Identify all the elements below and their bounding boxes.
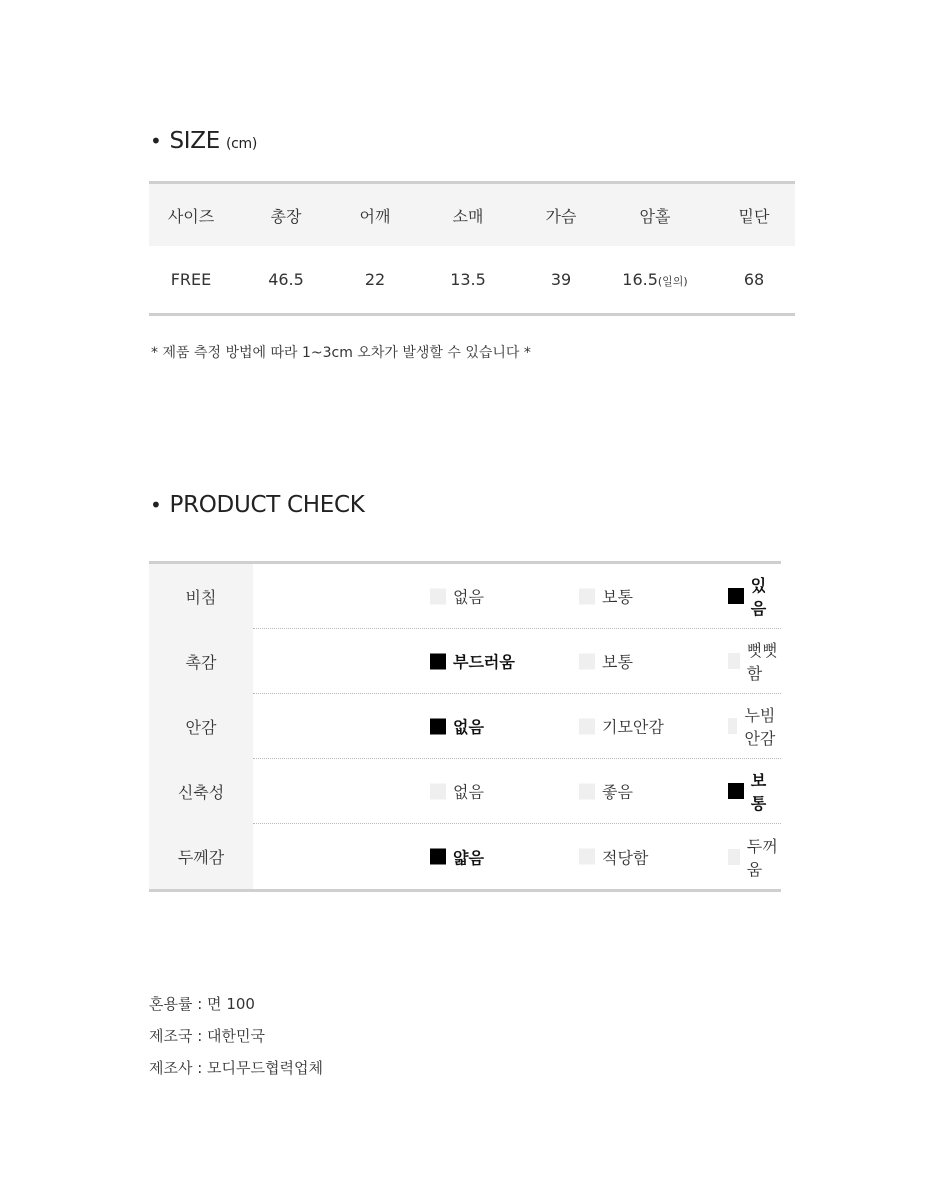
maker-info: 제조사 : 모디무드협력업체 [149,1059,323,1077]
check-option-label: 보통 [602,587,633,607]
check-row-options [253,629,781,694]
size-title-text: SIZE [169,128,220,154]
check-option-label: 없음 [453,782,484,802]
size-header-cell: 밑단 [738,206,770,226]
check-row-options [253,759,781,824]
size-value-cell: 22 [364,270,386,289]
size-value-row [149,246,795,313]
checked-box-icon [728,783,744,799]
check-option-label: 있음 [750,576,767,618]
check-row-options [253,564,781,629]
check-option [728,834,781,880]
check-row [149,759,781,824]
checked-box-icon [430,849,446,865]
check-row [149,824,781,889]
unchecked-box-icon [728,718,737,734]
size-header-cell: 가슴 [545,206,577,226]
checked-box-icon [430,653,446,669]
bullet-icon: • [150,493,162,517]
check-row [149,694,781,759]
size-measurement-note: * 제품 측정 방법에 따라 1~3cm 오차가 발생할 수 있습니다 * [151,345,531,361]
unchecked-box-icon [430,783,446,799]
check-option [728,768,781,814]
size-value-cell-armhole [597,270,713,289]
check-option-label: 적당함 [602,848,649,867]
unchecked-box-icon [728,849,740,865]
product-check-table [149,561,781,892]
check-option [430,585,484,608]
size-value-cell: 68 [743,270,765,289]
check-option [430,715,484,738]
check-row-options [253,694,781,759]
unchecked-box-icon [430,588,446,604]
check-option [430,650,515,673]
unchecked-box-icon [728,653,740,669]
size-header-cell: 암홀 [639,206,671,226]
check-option-label: 얇음 [453,848,484,867]
size-header-cell: 어깨 [359,206,391,226]
check-row [149,629,781,694]
check-row-label: 신축성 [149,759,253,824]
check-option [728,573,781,619]
check-option-label: 두꺼움 [746,836,778,879]
check-row-label: 비침 [149,564,253,629]
unchecked-box-icon [579,653,595,669]
check-option [579,585,633,608]
checked-box-icon [728,588,744,604]
check-option-label: 뻣뻣함 [746,641,778,683]
check-option-label: 기모안감 [602,717,664,737]
size-header-cell: 총장 [270,206,302,226]
check-option [579,780,633,803]
bullet-icon: • [150,129,162,153]
check-option [579,650,633,673]
origin-info: 제조국 : 대한민국 [149,1027,266,1045]
unchecked-box-icon [579,849,595,865]
product-check-title-text: PRODUCT CHECK [169,492,365,518]
checked-box-icon [430,718,446,734]
check-option [728,703,781,749]
check-row [149,564,781,629]
unchecked-box-icon [579,588,595,604]
size-value-cell: 46.5 [268,270,304,289]
size-unit: (cm) [225,136,258,152]
check-row-label: 안감 [149,694,253,759]
check-option [728,638,781,684]
size-value-cell: FREE [170,270,212,289]
armhole-note: (일의) [657,275,688,288]
check-row-label: 촉감 [149,629,253,694]
check-row-options [253,824,781,889]
size-value-cell: 13.5 [450,270,486,289]
size-header-cell: 사이즈 [167,206,215,226]
size-header-row [149,184,795,246]
size-table [149,181,795,316]
check-option-label: 보통 [750,771,767,813]
armhole-value: 16.5 [622,270,658,289]
check-row-label: 두께감 [149,824,253,889]
unchecked-box-icon [579,718,595,734]
size-header-cell: 소매 [452,206,484,226]
check-option-label: 없음 [453,717,484,737]
check-option-label: 누빔안감 [744,706,776,748]
check-option-label: 좋음 [602,782,633,802]
check-option-label: 보통 [602,652,633,672]
unchecked-box-icon [579,783,595,799]
check-option [430,780,484,803]
check-option-label: 없음 [453,587,484,607]
size-section-title [150,128,257,154]
material-info: 혼용률 : 면 100 [149,995,255,1013]
check-option [579,715,664,738]
check-option [579,845,648,868]
check-option [430,845,484,868]
size-value-cell: 39 [550,270,572,289]
product-check-title [150,492,365,518]
check-option-label: 부드러움 [453,652,515,672]
